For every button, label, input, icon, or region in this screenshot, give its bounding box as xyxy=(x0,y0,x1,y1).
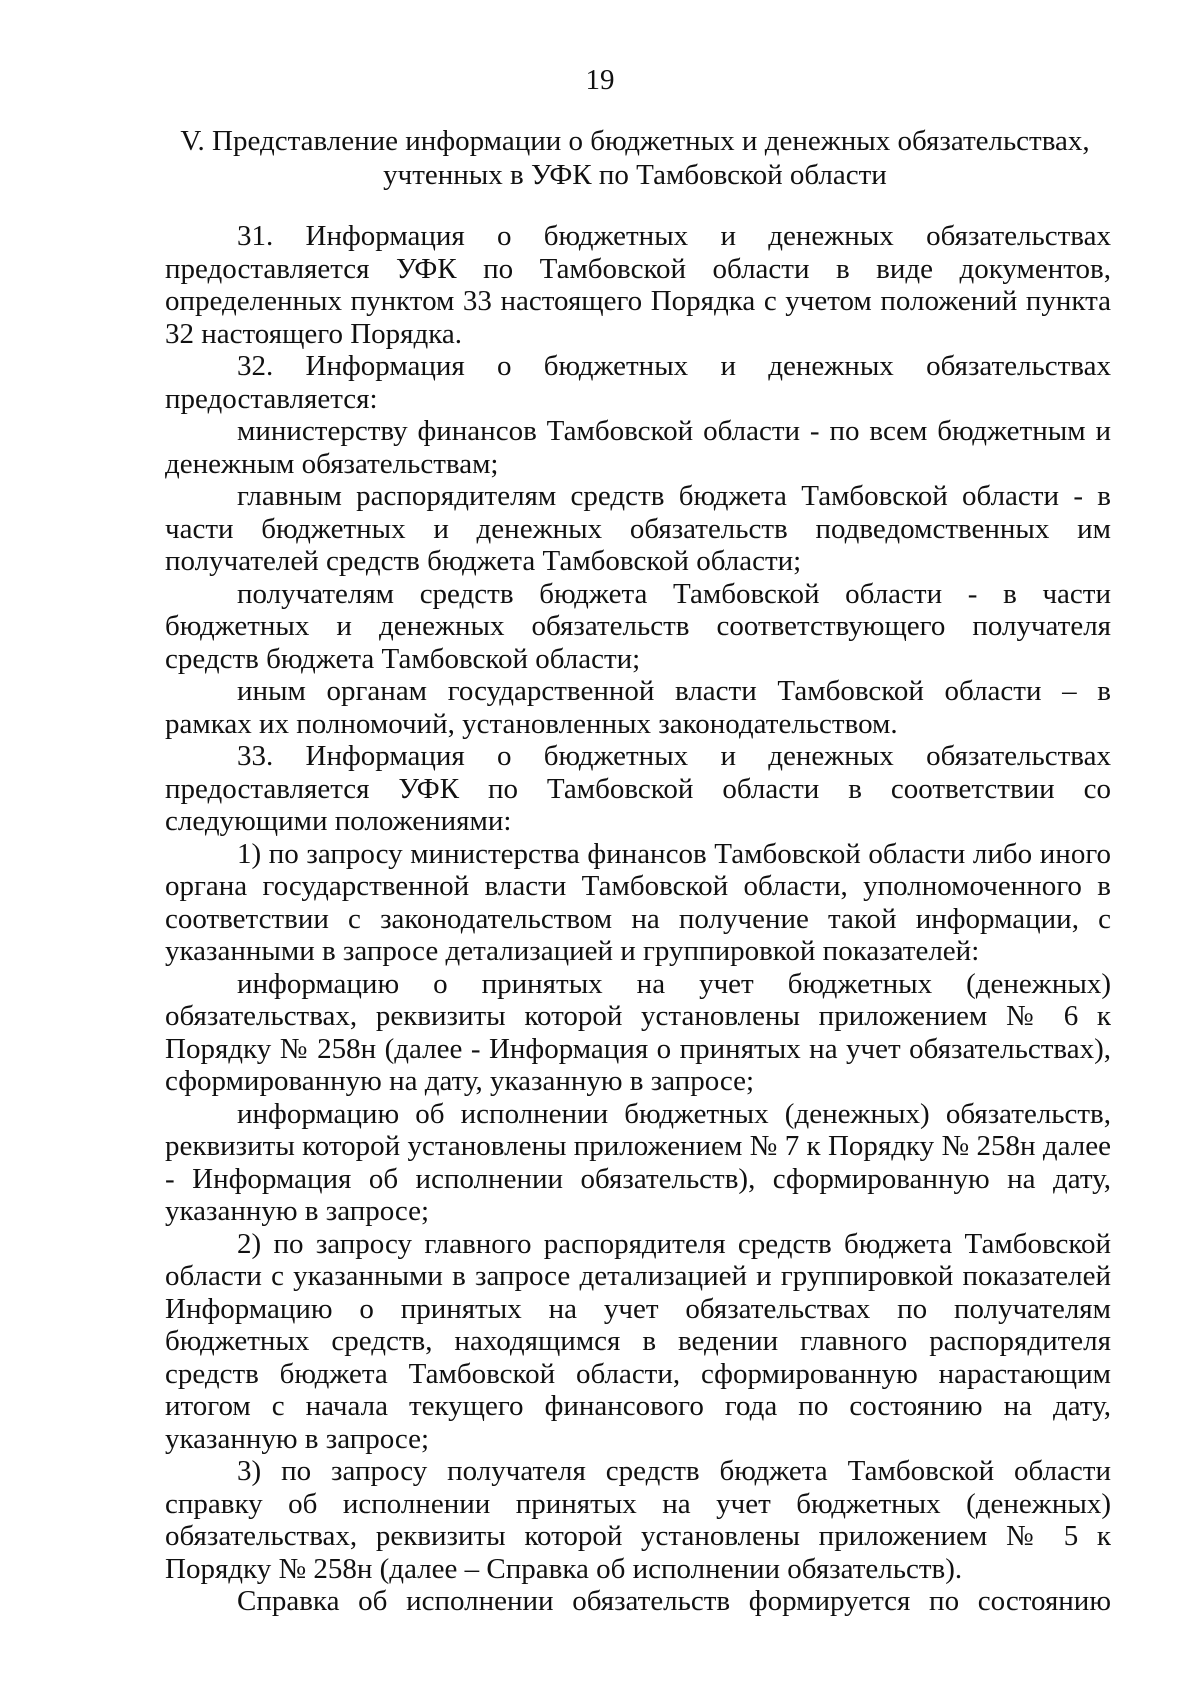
paragraph-33: 33. Информация о бюджетных и денежных обязательствах предоставляется УФК по Тамбовской области в соответствии со следующими положениями: xyxy=(165,740,1111,837)
list-item-main-managers: главным распорядителям средств бюджета Тамбовской области - в части бюджетных и денежных обязательств подведомственных им получателей средств бюджета Тамбовской области; xyxy=(165,480,1111,577)
paragraph-32: 32. Информация о бюджетных и денежных обязательствах предоставляется: xyxy=(165,350,1111,415)
paragraph-certificate: Справка об исполнении обязательств формируется по состоянию xyxy=(237,1585,1111,1617)
list-item-other-bodies: иным органам государственной власти Тамбовской области – в рамках их полномочий, установленных законодательством. xyxy=(165,675,1111,740)
section-title-line: учтенных в УФК по Тамбовской области xyxy=(383,159,887,191)
subitem-1-info-accepted: информацию о принятых на учет бюджетных (денежных) обязательствах, реквизиты которой установлены приложением № 6 к Порядку № 258н (далее - Информация о принятых на учет обязательствах), сформированную на дату, указанную в запросе; xyxy=(165,967,1111,1097)
section-title-line: V. Представление информации о бюджетных и денежных обязательствах, xyxy=(180,125,1090,157)
body-text xyxy=(165,220,1111,1618)
list-item-ministry: министерству финансов Тамбовской области - по всем бюджетным и денежным обязательствам; xyxy=(165,415,1111,480)
paragraph-31: 31. Информация о бюджетных и денежных обязательствах предоставляется УФК по Тамбовской области в виде документов, определенных пунктом 33 настоящего Порядка с учетом положений пункта 32 настоящего Порядка. xyxy=(165,220,1111,350)
subitem-3: 3) по запросу получателя средств бюджета Тамбовской области справку об исполнении принятых на учет бюджетных (денежных) обязательствах, реквизиты которой установлены приложением № 5 к Порядку № 258н (далее – Справка об исполнении обязательств). xyxy=(165,1455,1111,1585)
subitem-2: 2) по запросу главного распорядителя средств бюджета Тамбовской области с указанными в запросе детализацией и группировкой показателей Информацию о принятых на учет обязательствах по получателям бюджетных средств, находящимся в ведении главного распорядителя средств бюджета Тамбовской области, сформированную нарастающим итогом с начала текущего финансового года по состоянию на дату, указанную в запросе; xyxy=(165,1227,1111,1455)
subitem-1: 1) по запросу министерства финансов Тамбовской области либо иного органа государственной власти Тамбовской области, уполномоченного в соответствии с законодательством на получение такой информации, с указанными в запросе детализацией и группировкой показателей: xyxy=(165,837,1111,967)
section-title xyxy=(160,124,1110,192)
subitem-1-info-execution: информацию об исполнении бюджетных (денежных) обязательств, реквизиты которой установлены приложением № 7 к Порядку № 258н далее - Информация об исполнении обязательств), сформированную на дату, указанную в запросе; xyxy=(165,1097,1111,1227)
page-number: 19 xyxy=(585,64,615,96)
list-item-recipients: получателям средств бюджета Тамбовской области - в части бюджетных и денежных обязательств соответствующего получателя средств бюджета Тамбовской области; xyxy=(165,577,1111,675)
